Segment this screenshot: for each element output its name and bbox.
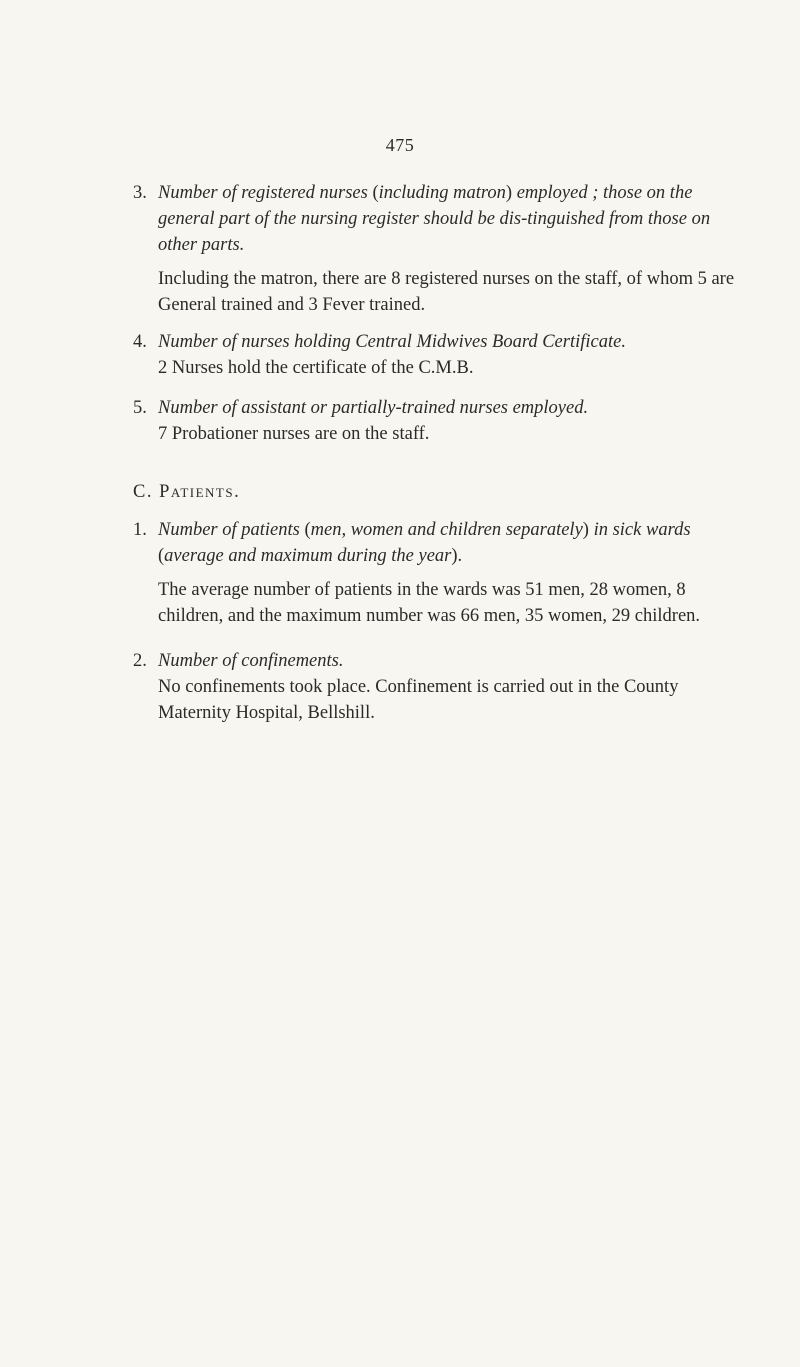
question: Number of confinements. (158, 651, 344, 671)
question-part: ( (158, 546, 165, 566)
item-number: 2. (133, 651, 147, 671)
question (158, 180, 743, 258)
question-part: Number of registered nurses (158, 183, 373, 203)
question-part: ( (372, 183, 379, 203)
question: Number of nurses holding Central Midwives Board Certificate. (158, 332, 626, 352)
answer: No confinements took place. Confinement is carried out in the County Maternity Hospital, Bellshill. (158, 677, 679, 723)
item-number: 1. (133, 520, 147, 540)
answer: 7 Probationer nurses are on the staff. (158, 424, 430, 444)
question-part: men, women and children separately (310, 520, 583, 540)
question: Number of assistant or partially-trained nurses employed. (158, 398, 589, 418)
answer: 2 Nurses hold the certificate of the C.M.B. (158, 358, 474, 378)
question-part: ( (304, 520, 311, 540)
answer: The average number of patients in the wards was 51 men, 28 women, 8 children, and the maximum number was 66 men, 35 women, 29 children. (158, 580, 701, 626)
section-letter: C. (133, 482, 153, 502)
item-number: 4. (133, 332, 147, 352)
question-part: ). (451, 546, 463, 566)
question-part: including matron (378, 183, 506, 203)
item-number: 5. (133, 398, 147, 418)
question-part: in sick wards (588, 520, 691, 540)
question-part: ) (582, 520, 589, 540)
question-part: average and maximum during the year (164, 546, 452, 566)
question-part: employed ; those on the general part of the nursing register should be dis-tinguished from those on other parts. (158, 183, 711, 255)
item-number: 3. (133, 183, 147, 203)
item-b3 (133, 180, 743, 318)
question-part: ) (505, 183, 513, 203)
item-b4 (133, 329, 743, 381)
answer: Including the matron, there are 8 registered nurses on the staff, of whom 5 are General trained and 3 Fever trained. (158, 269, 735, 315)
question (158, 517, 743, 569)
item-b5 (133, 395, 743, 447)
item-c2 (133, 648, 743, 726)
page-number: 475 (385, 135, 415, 155)
item-c1 (133, 517, 743, 629)
section-heading-c (133, 482, 240, 503)
section-title: Patients. (159, 482, 241, 502)
question-part: Number of patients (158, 520, 305, 540)
